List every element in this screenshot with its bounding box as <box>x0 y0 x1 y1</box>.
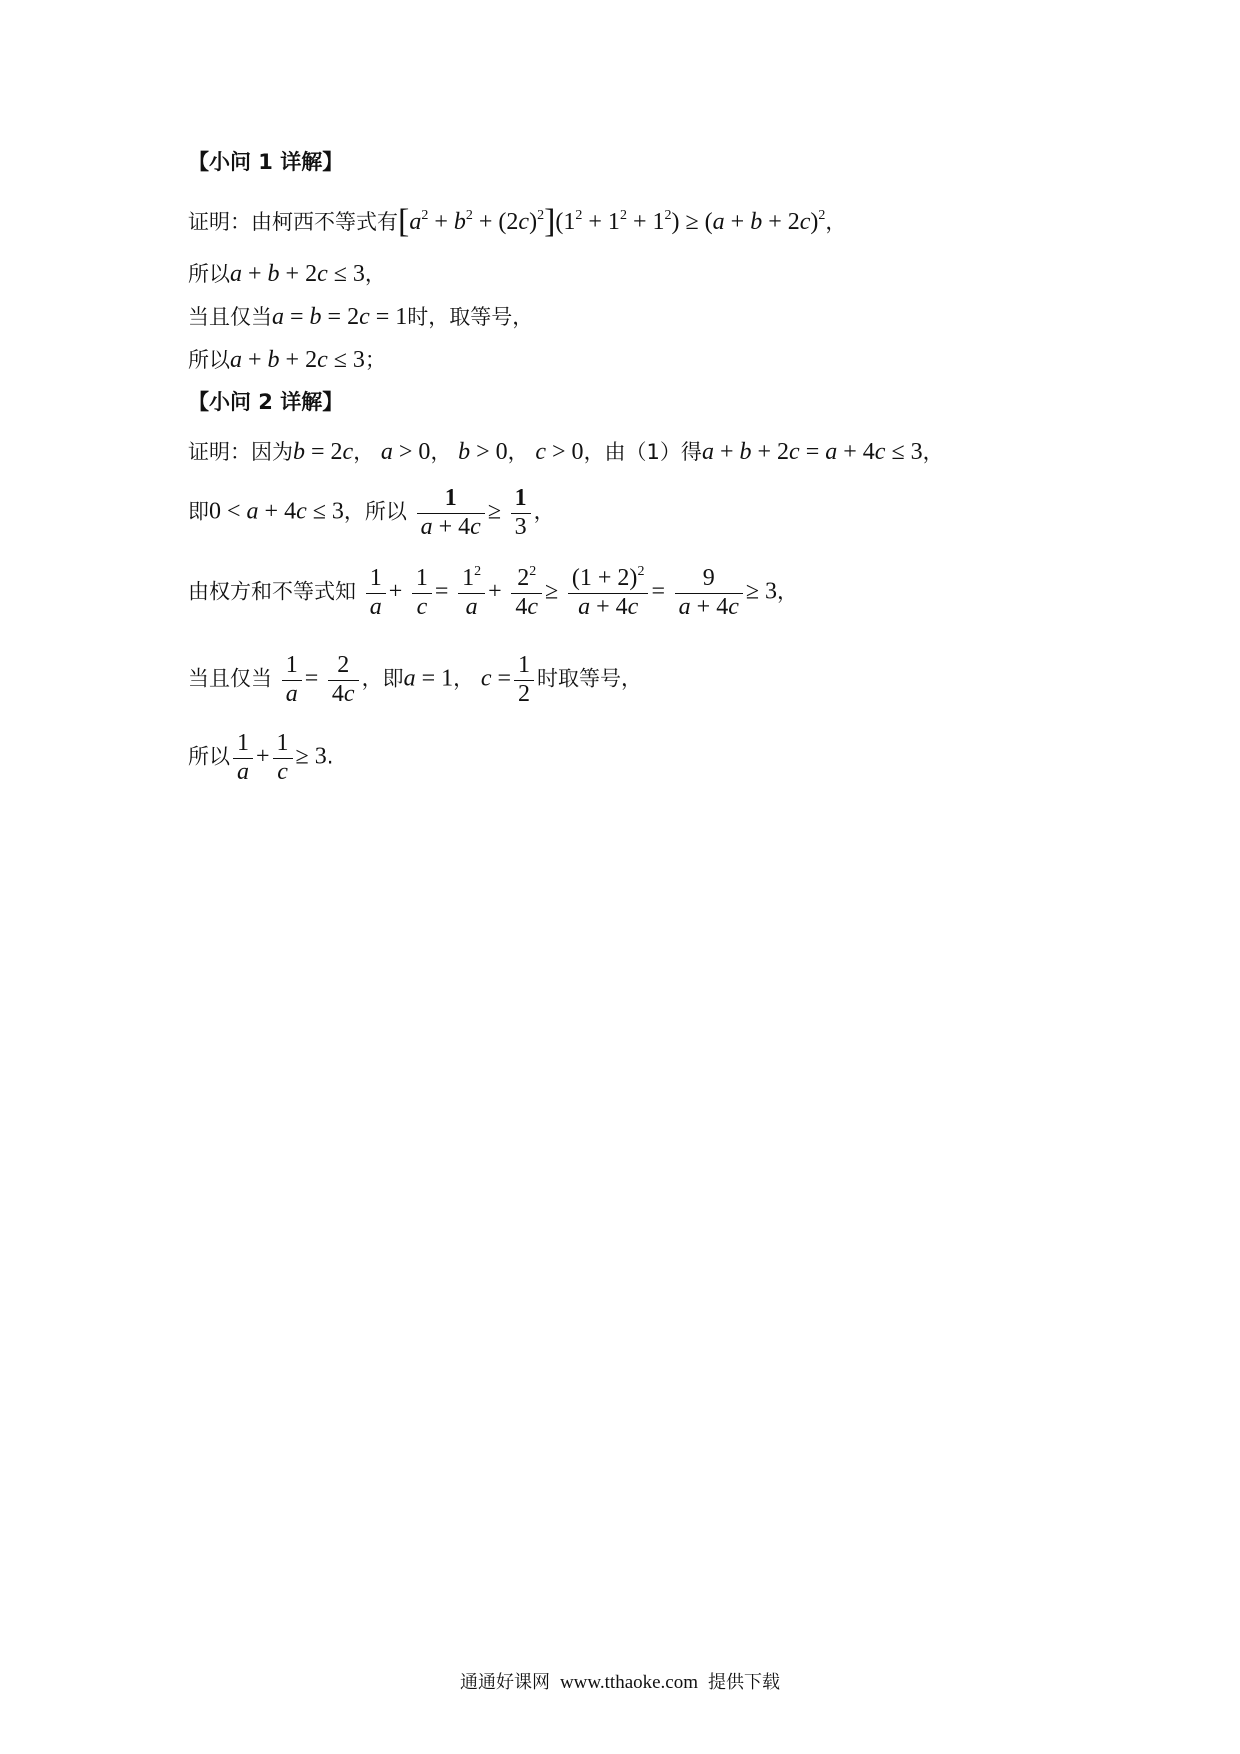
part1-heading: 【小问 1 详解】 <box>188 150 344 174</box>
part2-line1-text: 证明：因为 <box>188 440 293 464</box>
part1-line4 <box>188 348 386 372</box>
part1-line3 <box>188 305 533 329</box>
part2-line2-mid: ，所以 <box>343 499 407 524</box>
fraction-1-over-a-plus-4c: $\frac{1}{a + 4c}$ <box>417 485 485 541</box>
math-c-eq: c = <box>480 665 512 692</box>
fraction-2sq-over-4c: $\frac{2^2}{4c}$ <box>511 565 542 621</box>
footer-url[interactable]: www.tthaoke.com <box>559 1672 699 1693</box>
fraction-1-over-c: $\frac{1}{c}$ <box>412 565 432 621</box>
part1-line1: 证明：由柯西不等式有$[a^2 + b^2 + (2c)^2](1^2 + 1^2 + 1^2) \ge (a + b + 2c)^2$， <box>188 203 847 240</box>
footer-site-name: 通通好课网 <box>459 1672 550 1693</box>
punct: . <box>326 744 334 769</box>
fraction-2-over-4c: $\frac{2}{4c}$ <box>328 652 359 708</box>
part2-line2-text: 即 <box>188 499 209 524</box>
part2-line4-text: 当且仅当 <box>188 666 272 691</box>
punct: ， <box>922 440 944 464</box>
punct: ， <box>364 262 386 286</box>
punct: ， <box>777 579 799 604</box>
math-equality-condition: a = b = 2c = 1 <box>272 304 408 330</box>
part2-heading: 【小问 2 详解】 <box>188 390 344 414</box>
part1-line2-text: 所以 <box>188 262 230 286</box>
punct: ， <box>353 440 375 464</box>
part2-line2: 即0 < a + 4c ≤ 3，所以 $\frac{1}{a + 4c}$ ≥ $\frac{1}{3}$ ， <box>188 485 555 540</box>
math-range: 0 < a + 4c ≤ 3 <box>209 498 344 525</box>
cauchy-inequality: $[a^2 + b^2 + (2c)^2](1^2 + 1^2 + 1^2) \ge (a + b + 2c)^2$ <box>398 203 826 240</box>
punct: ； <box>364 348 386 372</box>
fraction-9-over: $\frac{9}{a + 4c}$ <box>675 565 743 621</box>
part1-line2 <box>188 262 386 286</box>
fraction-1-over-c: $\frac{1}{c}$ <box>273 730 293 786</box>
footer-provide-text: 提供下载 <box>708 1672 781 1693</box>
math-sum-bound: a + b + 2c ≤ 3 <box>230 347 365 373</box>
math-b-pos: b > 0 <box>458 439 508 465</box>
part2-line4: 当且仅当 $\frac{1}{a}$ = $\frac{2}{4c}$ ，即a = 1， c = $\frac{1}{2}$ 时取等号， <box>188 652 643 707</box>
part2-line4-mid: ，即 <box>361 666 404 691</box>
part2-line3-text: 由权方和不等式知 <box>188 579 356 604</box>
fraction-1-over-a: $\frac{1}{a}$ <box>282 652 302 708</box>
part1-line1-text: 证明：由柯西不等式有 <box>188 210 398 234</box>
part2-line3: 由权方和不等式知 $\frac{1}{a}$ + $\frac{1}{c}$ = $\frac{1^2}{a}$ + $\frac{2^2}{4c}$ ≥ $\frac{(1 + 2)^2}{a + 4c}$ = $\frac{9}{a + 4c}$ ≥ 3， <box>188 564 799 620</box>
math-substitution: a + b + 2c = a + 4c ≤ 3 <box>701 439 923 465</box>
part2-line1-text2: ，由（1）得 <box>583 440 702 464</box>
punct: ， <box>507 440 529 464</box>
fraction-1-over-a: $\frac{1}{a}$ <box>233 730 253 786</box>
part1-line4-text: 所以 <box>188 348 230 372</box>
fraction-1sq-over-a: $\frac{1^2}{a}$ <box>458 565 485 621</box>
fraction-1-over-3: $\frac{1}{3}$ <box>511 485 531 541</box>
part2-line4-suffix: 时取等号， <box>537 666 643 691</box>
part1-line3-text: 当且仅当 <box>188 305 272 329</box>
part2-line1 <box>188 440 944 464</box>
math-a-eq-1: a = 1 <box>403 665 454 692</box>
fraction-1-over-a: $\frac{1}{a}$ <box>366 565 386 621</box>
punct: ， <box>430 440 452 464</box>
math-c-pos: c > 0 <box>535 439 584 465</box>
math-b-eq-2c: b = 2c <box>293 439 354 465</box>
part2-line5: 所以 $\frac{1}{a}$ + $\frac{1}{c}$ ≥ 3. <box>188 730 334 785</box>
page-footer <box>0 1668 1240 1694</box>
part2-line5-text: 所以 <box>188 744 230 769</box>
part1-line3-suffix: 时，取等号， <box>407 305 534 329</box>
fraction-1-over-2: $\frac{1}{2}$ <box>514 652 534 708</box>
punct: ， <box>453 666 475 691</box>
fraction-sum-sq: $\frac{(1 + 2)^2}{a + 4c}$ <box>568 565 649 621</box>
math-sum-bound: a + b + 2c ≤ 3 <box>230 261 365 287</box>
punct: ， <box>533 499 555 524</box>
math-a-pos: a > 0 <box>380 439 431 465</box>
